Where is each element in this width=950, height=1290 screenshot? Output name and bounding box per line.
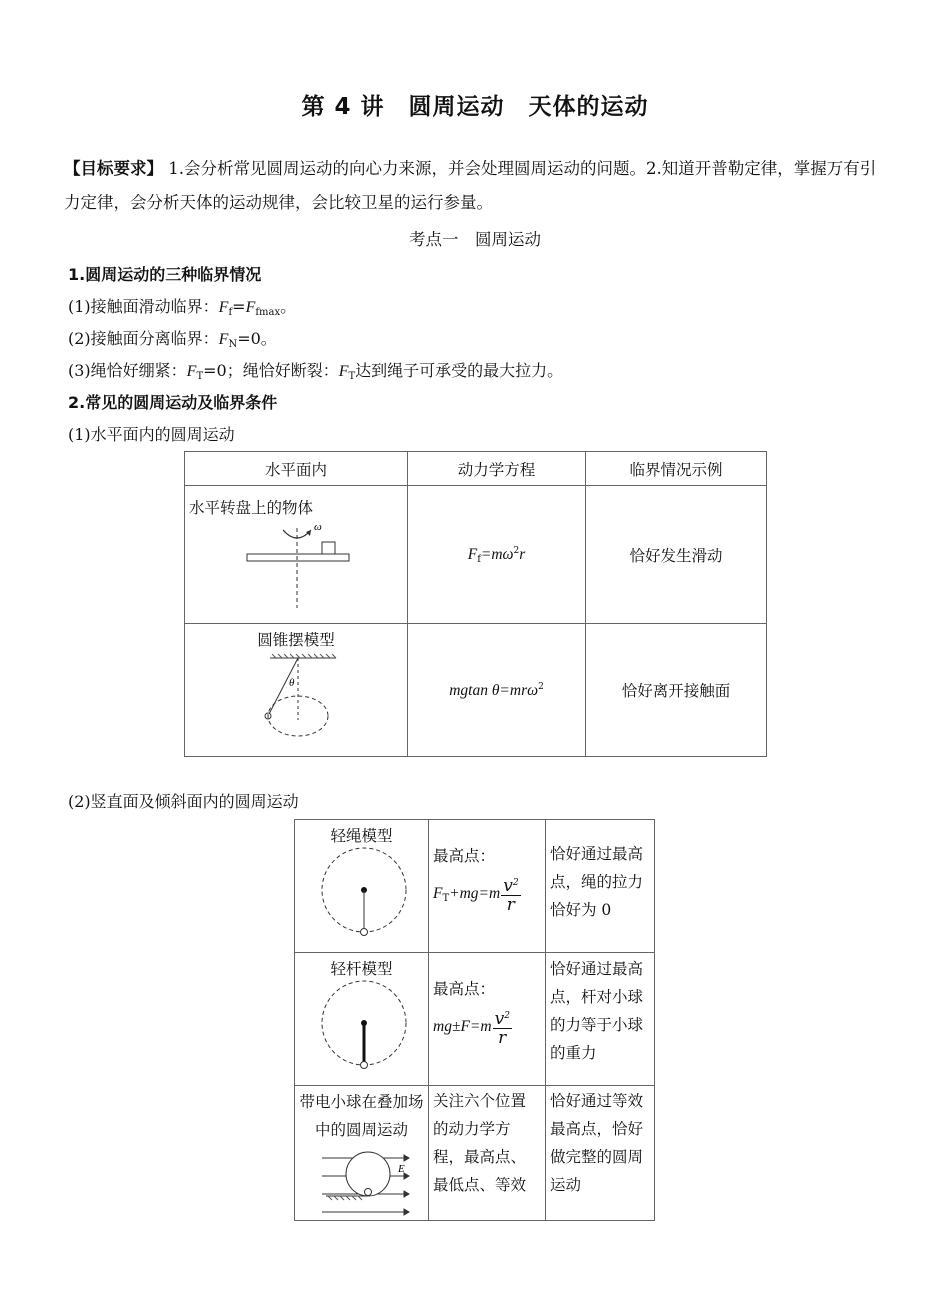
heading-1: 1.圆周运动的三种临界情况 xyxy=(68,265,262,284)
critical-cell: 恰好发生滑动 xyxy=(586,486,767,624)
theta-label: θ xyxy=(289,677,295,689)
table-header: 水平面内 xyxy=(185,452,408,486)
table-row xyxy=(185,624,767,757)
rope-equation: $F_T+mg=m$ $\frac{v^2}{r}$ xyxy=(433,876,519,915)
table-row xyxy=(295,820,655,953)
rod-label: 轻杆模型 xyxy=(330,960,393,978)
charged-ball-diagram xyxy=(296,1144,428,1216)
horizontal-circular-table xyxy=(184,451,767,757)
conical-pendulum-cell xyxy=(185,624,408,757)
goal-text: 1.会分析常见圆周运动的向心力来源，并会处理圆周运动的问题。2.知道开普勒定律，掌握万有引力定律，会分析天体的运动规律，会比较卫星的运行参量。 xyxy=(64,159,877,212)
page-title: 第 4 讲 圆周运动 天体的运动 xyxy=(301,94,649,120)
rope-label: 轻绳模型 xyxy=(330,827,393,845)
critical-cell: 恰好通过最高点，绳的拉力恰好为 0 xyxy=(546,820,655,953)
goal-paragraph xyxy=(64,152,884,220)
charged-label: 带电小球在叠加场中的圆周运动 xyxy=(299,1093,424,1139)
turntable-diagram xyxy=(185,518,405,608)
charged-ball-cell xyxy=(295,1086,429,1221)
conical-label: 圆锥摆模型 xyxy=(257,631,335,649)
critical-case-2: (2)接触面分离临界：$F_N=0$。 xyxy=(68,329,277,350)
omega-label: ω xyxy=(314,521,322,533)
heading-2: 2.常见的圆周运动及临界条件 xyxy=(68,393,278,412)
equation-cell: mgtan θ=mrω$^2$ xyxy=(408,624,586,757)
light-rope-diagram xyxy=(296,846,428,942)
table-row xyxy=(295,953,655,1086)
turntable-disc xyxy=(247,554,349,561)
table-row xyxy=(295,1086,655,1221)
ball xyxy=(360,929,367,936)
critical-case-3: (3)绳恰好绷紧：$F_T=0$；绳恰好断裂：$F_T$达到绳子可承受的最大拉力。 xyxy=(68,361,564,382)
turntable-label: 水平转盘上的物体 xyxy=(189,499,314,517)
light-rod-cell xyxy=(295,953,429,1086)
goal-label: 【目标要求】 xyxy=(64,159,163,178)
arrow-head xyxy=(306,530,311,536)
turntable-cell xyxy=(185,486,408,624)
light-rope-cell xyxy=(295,820,429,953)
conical-pendulum-diagram xyxy=(186,650,406,748)
equation-cell: 最高点： $F_T+mg=m$ $\frac{v^2}{r}$ xyxy=(429,820,546,953)
critical-cell: 恰好离开接触面 xyxy=(586,624,767,757)
field-label: E xyxy=(397,1163,405,1175)
table-row xyxy=(185,486,767,624)
ball xyxy=(360,1062,367,1069)
heading-2b: (2)竖直面及倾斜面内的圆周运动 xyxy=(68,792,299,811)
light-rod-diagram xyxy=(296,979,428,1075)
critical-cell: 恰好通过最高点，杆对小球的力等于小球的重力 xyxy=(546,953,655,1086)
critical-case-1: (1)接触面滑动临界：$F_f=F_{fmax}$。 xyxy=(68,297,297,318)
ground-hatch xyxy=(328,1196,362,1200)
dynamics-cell: 关注六个位置的动力学方程，最高点、最低点、等效 xyxy=(429,1086,546,1221)
rod-equation: mg±F=m $\frac{v^2}{r}$ xyxy=(433,1009,510,1048)
table-header: 临界情况示例 xyxy=(586,452,767,486)
ceiling-hatch xyxy=(272,654,336,658)
section-title: 考点一 圆周运动 xyxy=(409,230,541,249)
equation-cell: 最高点： mg±F=m $\frac{v^2}{r}$ xyxy=(429,953,546,1086)
vertical-circular-table xyxy=(294,819,655,1221)
critical-cell: 恰好通过等效最高点，恰好做完整的圆周运动 xyxy=(546,1086,655,1221)
ball xyxy=(364,1189,371,1196)
heading-2a: (1)水平面内的圆周运动 xyxy=(68,425,235,444)
block-object xyxy=(322,542,335,554)
equation-cell: $F_f=m\omega^2r$ xyxy=(408,486,586,624)
table-header: 动力学方程 xyxy=(408,452,586,486)
